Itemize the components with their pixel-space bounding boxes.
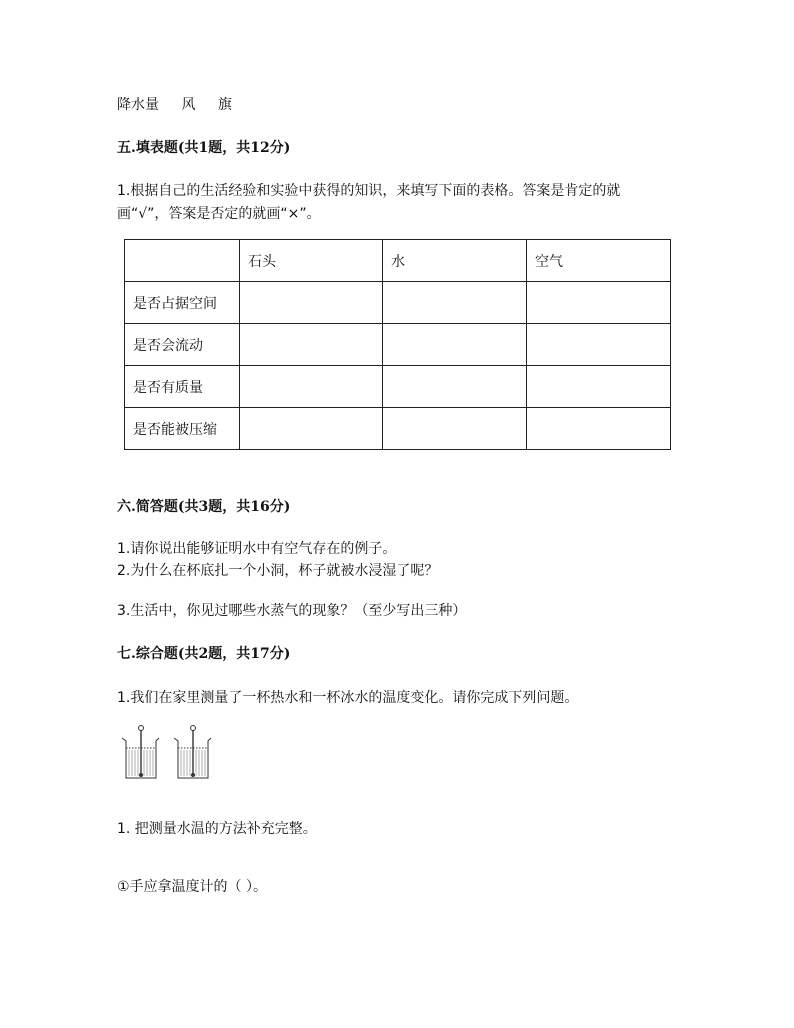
section5-title: 五.填表题(共1题，共12分) xyxy=(117,140,291,156)
section6-question-1: 1.请你说出能够证明水中有空气存在的例子。 xyxy=(117,541,397,557)
section6-question-2: 2.为什么在杯底扎一个小洞，杯子就被水浸湿了呢？ xyxy=(117,563,439,579)
row-label: 是否能被压缩 xyxy=(125,408,240,450)
answer-cell[interactable] xyxy=(240,324,383,366)
answer-cell[interactable] xyxy=(240,408,383,450)
top-word-2: 风 xyxy=(181,97,196,113)
section7-subquestion-1: 1. 把测量水温的方法补充完整。 xyxy=(117,821,317,837)
section5-question-line1: 1.根据自己的生活经验和实验中获得的知识，来填写下面的表格。答案是肯定的就 xyxy=(117,183,621,199)
answer-cell[interactable] xyxy=(240,282,383,324)
table-header-cell: 空气 xyxy=(527,240,671,282)
table-row xyxy=(125,324,671,366)
answer-cell[interactable] xyxy=(383,324,527,366)
section7-subquestion-1a: ①手应拿温度计的（ ）。 xyxy=(117,879,268,895)
top-word-1: 降水量 xyxy=(117,97,159,113)
answer-cell[interactable] xyxy=(527,408,671,450)
table-header-cell xyxy=(125,240,240,282)
answer-cell[interactable] xyxy=(527,366,671,408)
answer-cell[interactable] xyxy=(383,408,527,450)
section7-title: 七.综合题(共2题，共17分) xyxy=(117,646,291,662)
beakers-with-thermometers-figure xyxy=(116,724,226,782)
beaker-icon xyxy=(174,726,211,779)
table-header-cell: 水 xyxy=(383,240,527,282)
answer-cell[interactable] xyxy=(240,366,383,408)
answer-cell[interactable] xyxy=(527,282,671,324)
answer-cell[interactable] xyxy=(527,324,671,366)
section5-question-line2: 画“√”，答案是否定的就画“×”。 xyxy=(117,206,321,222)
answer-cell[interactable] xyxy=(383,366,527,408)
table-header-row xyxy=(125,240,671,282)
table-row xyxy=(125,282,671,324)
answer-cell[interactable] xyxy=(383,282,527,324)
fill-table xyxy=(124,239,671,450)
table-header-cell: 石头 xyxy=(240,240,383,282)
top-line xyxy=(117,94,250,114)
row-label: 是否占据空间 xyxy=(125,282,240,324)
section7-question-1: 1.我们在家里测量了一杯热水和一杯冰水的温度变化。请你完成下列问题。 xyxy=(117,690,579,706)
section6-title: 六.简答题(共3题，共16分) xyxy=(117,499,291,515)
table-row xyxy=(125,366,671,408)
beaker-icon xyxy=(122,726,159,779)
row-label: 是否有质量 xyxy=(125,366,240,408)
row-label: 是否会流动 xyxy=(125,324,240,366)
table-row xyxy=(125,408,671,450)
top-word-3: 旗 xyxy=(217,97,232,113)
section6-question-3: 3.生活中，你见过哪些水蒸气的现象？（至少写出三种） xyxy=(117,603,467,619)
